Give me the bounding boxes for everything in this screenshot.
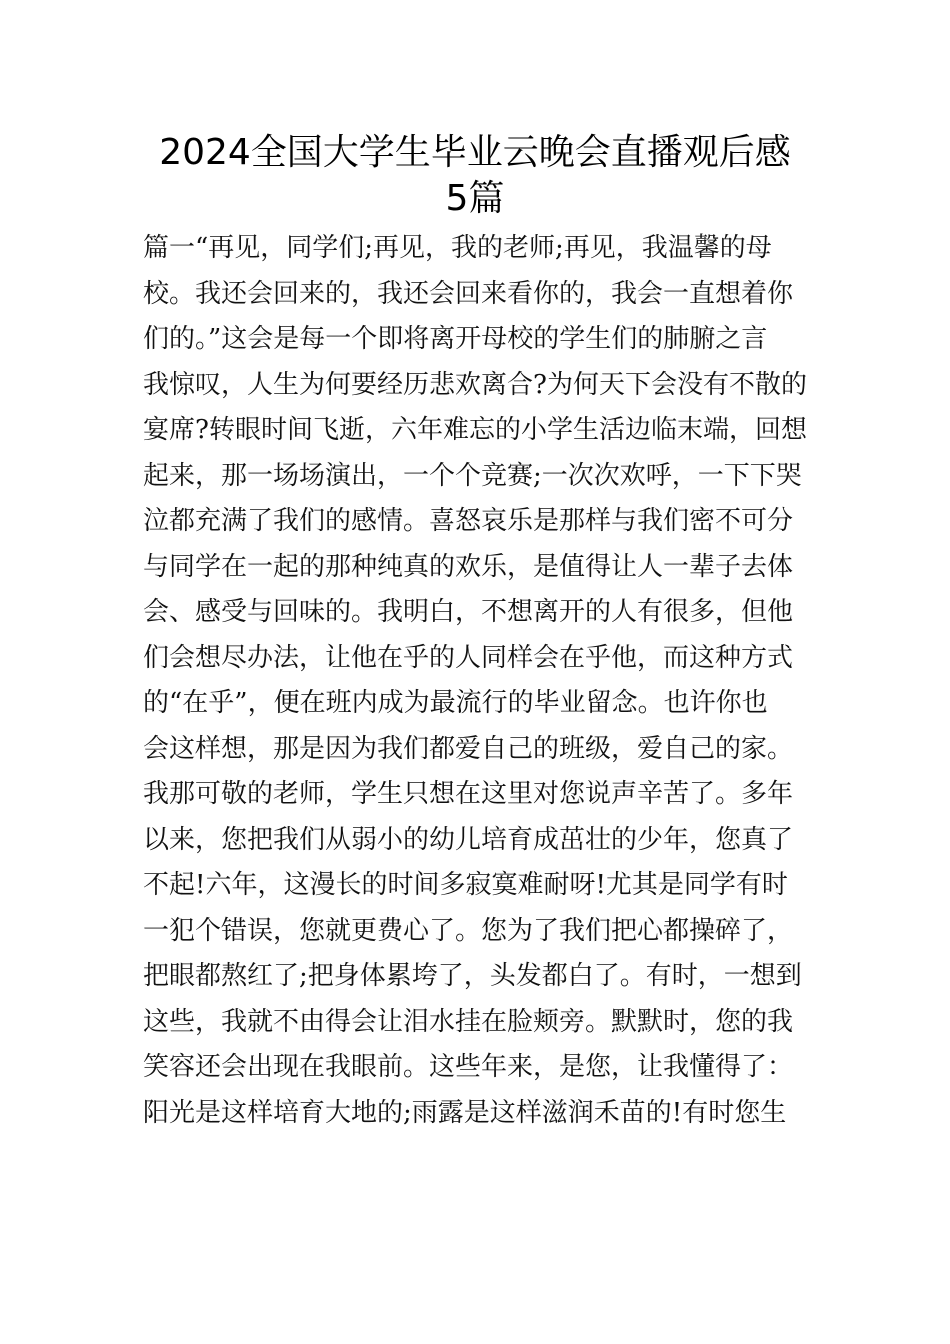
- body-line: 起来，那一场场演出，一个个竞赛;一次次欢呼，一下下哭: [143, 460, 802, 491]
- body-line: 泣都充满了我们的感情。喜怒哀乐是那样与我们密不可分: [143, 506, 794, 536]
- body-line: 宴席?转眼时间飞逝，六年难忘的小学生活边临末端，回想: [143, 415, 807, 445]
- document-title-line-1: 2024全国大学生毕业云晚会直播观后感: [159, 132, 791, 173]
- body-line: 们的。”这会是每一个即将离开母校的学生们的肺腑之言: [143, 324, 768, 354]
- body-line: 一犯个错误，您就更费心了。您为了我们把心都操碎了，: [143, 915, 794, 946]
- document-title-line-2: 5篇: [445, 178, 505, 219]
- body-line: 以来，您把我们从弱小的幼儿培育成茁壮的少年，您真了: [143, 824, 794, 855]
- body-line: 校。我还会回来的，我还会回来看你的，我会一直想着你: [143, 278, 794, 309]
- body-line: 不起!六年，这漫长的时间多寂寞难耐呀!尤其是同学有时: [143, 870, 788, 900]
- body-line: 会、感受与回味的。我明白，不想离开的人有很多，但他: [143, 597, 794, 627]
- document-body: [143, 226, 813, 1136]
- body-line: 会这样想，那是因为我们都爱自己的班级，爱自己的家。: [143, 733, 794, 764]
- body-line: 我惊叹，人生为何要经历悲欢离合?为何天下会没有不散的: [143, 369, 807, 400]
- body-line: 们会想尽办法，让他在乎的人同样会在乎他，而这种方式: [143, 642, 794, 673]
- body-line: 这些，我就不由得会让泪水挂在脸颊旁。默默时，您的我: [143, 1006, 794, 1037]
- body-line: 阳光是这样培育大地的;雨露是这样滋润禾苗的!有时您生: [143, 1097, 787, 1128]
- body-line: 与同学在一起的那种纯真的欢乐，是值得让人一辈子去体: [143, 551, 794, 582]
- body-line: 的“在乎”，便在班内成为最流行的毕业留念。也许你也: [143, 688, 768, 718]
- body-line: 笑容还会出现在我眼前。这些年来，是您，让我懂得了：: [143, 1052, 794, 1082]
- body-line: 篇一“再见，同学们;再见，我的老师;再见，我温馨的母: [143, 233, 772, 263]
- body-line: 把眼都熬红了;把身体累垮了，头发都白了。有时，一想到: [143, 961, 802, 991]
- body-line: 我那可敬的老师，学生只想在这里对您说声辛苦了。多年: [143, 779, 794, 809]
